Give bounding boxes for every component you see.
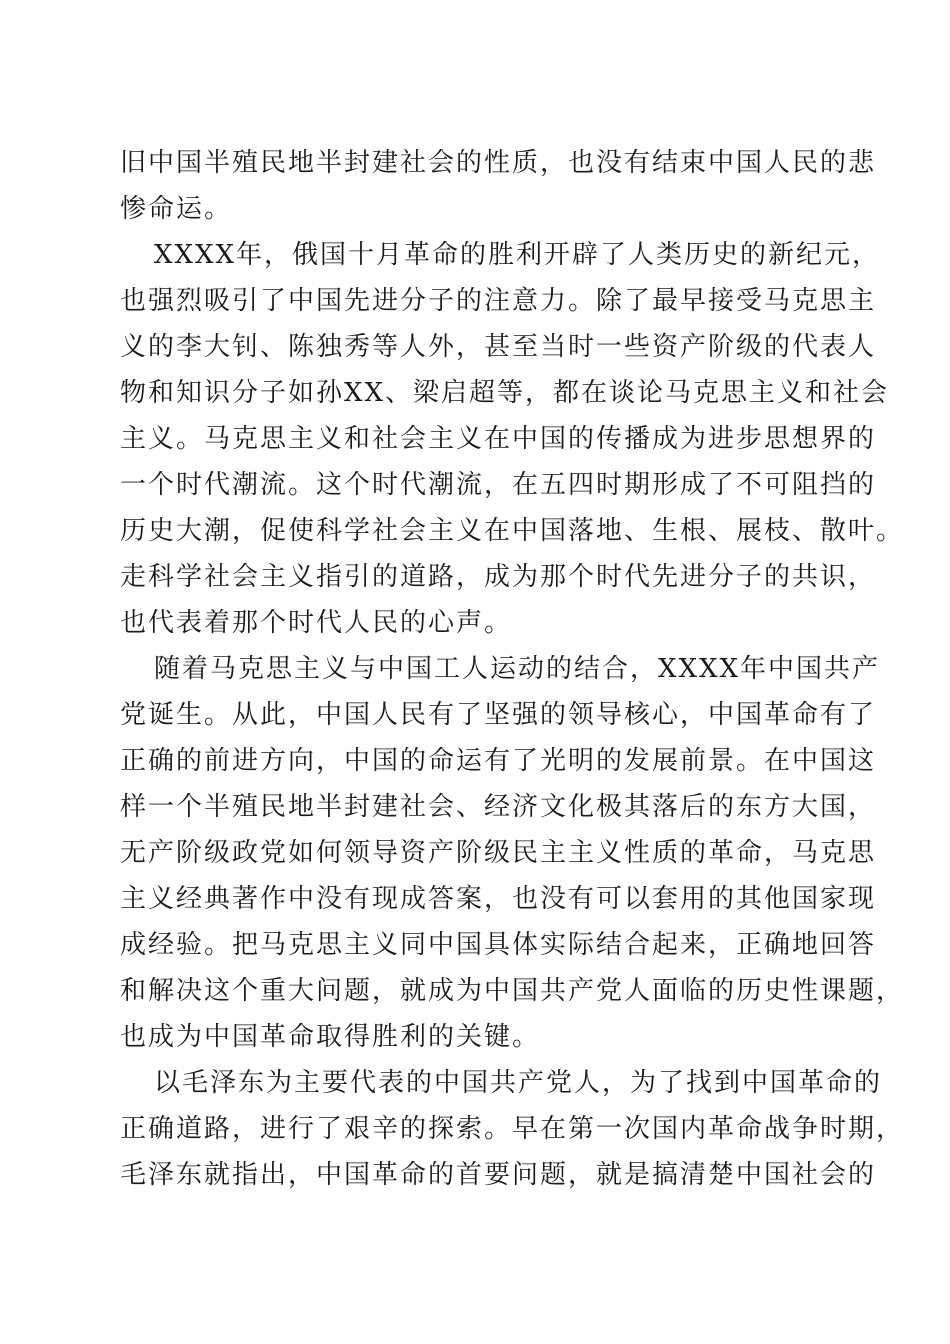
- text-line: 物和知识分子如孙XX、梁启超等，都在谈论马克思主义和社会: [120, 378, 890, 408]
- text-line: 毛泽东就指出，中国革命的首要问题，就是搞清楚中国社会的: [120, 1160, 877, 1190]
- text-line: 义的李大钊、陈独秀等人外，甚至当时一些资产阶级的代表人: [120, 332, 877, 362]
- paragraph-start-line: XXXX年，俄国十月革命的胜利开辟了人类历史的新纪元，: [154, 240, 881, 270]
- text-line: 无产阶级政党如何领导资产阶级民主主义性质的革命，马克思: [120, 838, 877, 868]
- text-line: 旧中国半殖民地半封建社会的性质，也没有结束中国人民的悲: [120, 148, 877, 178]
- body-text: [120, 140, 905, 1198]
- text-line: 主义。马克思主义和社会主义在中国的传播成为进步思想界的: [120, 424, 877, 454]
- text-line: 成经验。把马克思主义同中国具体实际结合起来，正确地回答: [120, 930, 877, 960]
- text-line: 党诞生。从此，中国人民有了坚强的领导核心，中国革命有了: [120, 700, 877, 730]
- text-line: 正确道路，进行了艰辛的探索。早在第一次国内革命战争时期，: [120, 1114, 905, 1144]
- text-line: 主义经典著作中没有现成答案，也没有可以套用的其他国家现: [120, 884, 877, 914]
- text-line: 也代表着那个时代人民的心声。: [120, 608, 513, 638]
- text-line: 历史大潮，促使科学社会主义在中国落地、生根、展枝、散叶。: [120, 516, 905, 546]
- paragraph-start-line: 以毛泽东为主要代表的中国共产党人，为了找到中国革命的: [154, 1068, 883, 1098]
- text-line: 样一个半殖民地半封建社会、经济文化极其落后的东方大国，: [120, 792, 877, 822]
- text-line: 也强烈吸引了中国先进分子的注意力。除了最早接受马克思主: [120, 286, 877, 316]
- text-line: 走科学社会主义指引的道路，成为那个时代先进分子的共识，: [120, 562, 877, 592]
- paragraph-start-line: 随着马克思主义与中国工人运动的结合，XXXX年中国共产: [154, 654, 881, 684]
- text-line: 正确的前进方向，中国的命运有了光明的发展前景。在中国这: [120, 746, 877, 776]
- text-line: 也成为中国革命取得胜利的关键。: [120, 1022, 541, 1052]
- text-line: 惨命运。: [120, 194, 233, 224]
- text-line: 一个时代潮流。这个时代潮流，在五四时期形成了不可阻挡的: [120, 470, 877, 500]
- text-line: 和解决这个重大问题，就成为中国共产党人面临的历史性课题，: [120, 976, 905, 1006]
